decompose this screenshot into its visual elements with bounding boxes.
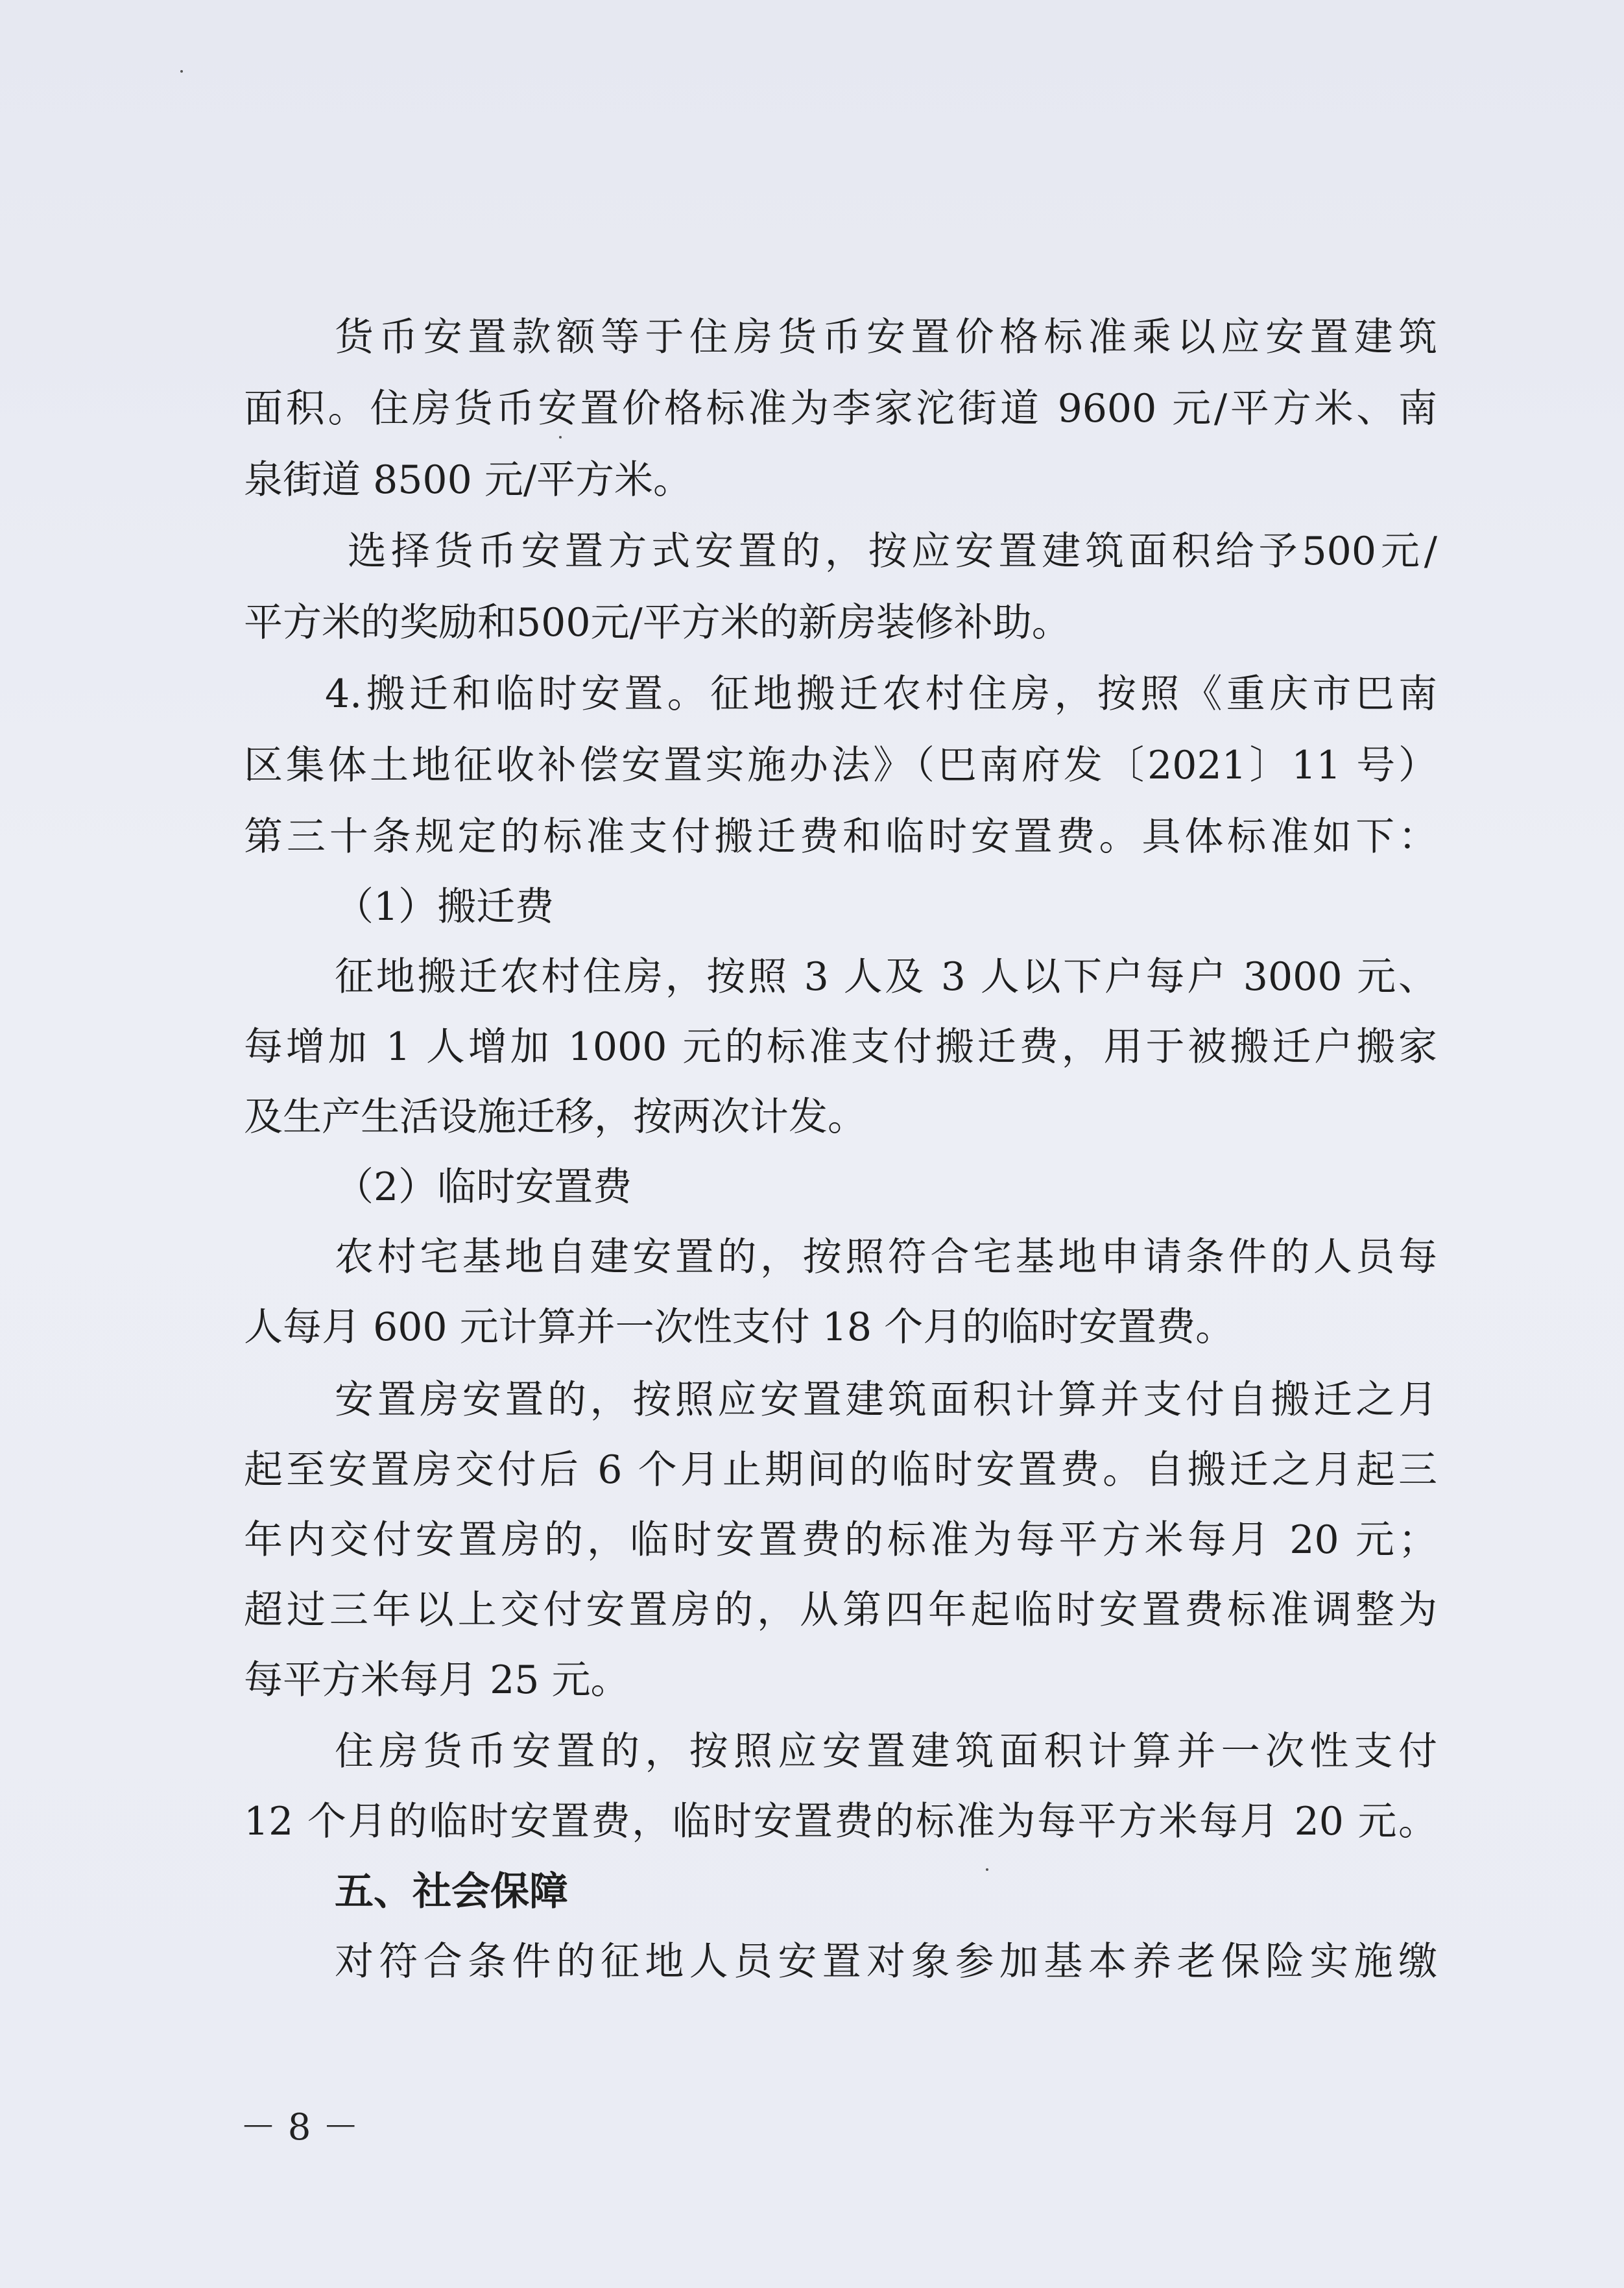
text-line: 选择货币安置方式安置的，按应安置建筑面积给予500元/ (348, 529, 1437, 574)
subheading: （2）临时安置费 (335, 1164, 632, 1210)
page-number: － 8 － (240, 2106, 359, 2149)
text-line: 及生产生活设施迁移，按两次计发。 (244, 1094, 866, 1140)
scan-speck (559, 436, 562, 439)
text-line: 对符合条件的征地人员安置对象参加基本养老保险实施缴 (335, 1939, 1437, 1984)
text-line: 第三十条规定的标准支付搬迁费和临时安置费。具体标准如下： (244, 814, 1437, 860)
text-line: 每平方米每月 25 元。 (244, 1657, 630, 1703)
text-line: 住房货币安置的，按照应安置建筑面积计算并一次性支付 (335, 1729, 1437, 1774)
text-line: 区集体土地征收补偿安置实施办法》（巴南府发〔2021〕11 号） (244, 743, 1437, 788)
text-line: 安置房安置的，按照应安置建筑面积计算并支付自搬迁之月 (335, 1377, 1437, 1423)
text-line: 超过三年以上交付安置房的，从第四年起临时安置费标准调整为 (244, 1587, 1437, 1633)
text-line: 人每月 600 元计算并一次性支付 18 个月的临时安置费。 (244, 1305, 1235, 1350)
text-line: 平方米的奖励和500元/平方米的新房装修补助。 (244, 600, 1071, 645)
text-line: 农村宅基地自建安置的，按照符合宅基地申请条件的人员每 (335, 1234, 1437, 1280)
text-line: 货币安置款额等于住房货币安置价格标准乘以应安置建筑 (335, 315, 1437, 360)
section-heading: 五、社会保障 (335, 1869, 568, 1914)
text-line: 征地搬迁农村住房，按照 3 人及 3 人以下户每户 3000 元、 (335, 954, 1437, 1000)
text-line: 12 个月的临时安置费，临时安置费的标准为每平方米每月 20 元。 (244, 1799, 1437, 1844)
text-line: 起至安置房交付后 6 个月止期间的临时安置费。自搬迁之月起三 (244, 1447, 1437, 1493)
scan-speck (180, 70, 183, 73)
text-line: 年内交付安置房的，临时安置费的标准为每平方米每月 20 元； (244, 1517, 1437, 1563)
text-line: 4.搬迁和临时安置。征地搬迁农村住房，按照《重庆市巴南 (325, 671, 1437, 717)
text-line: 泉街道 8500 元/平方米。 (244, 457, 693, 503)
text-line: 面积。住房货币安置价格标准为李家沱街道 9600 元/平方米、南 (244, 386, 1437, 431)
text-line: 每增加 1 人增加 1000 元的标准支付搬迁费，用于被搬迁户搬家 (244, 1024, 1437, 1070)
subheading: （1）搬迁费 (335, 884, 555, 930)
scan-speck (986, 1868, 988, 1871)
